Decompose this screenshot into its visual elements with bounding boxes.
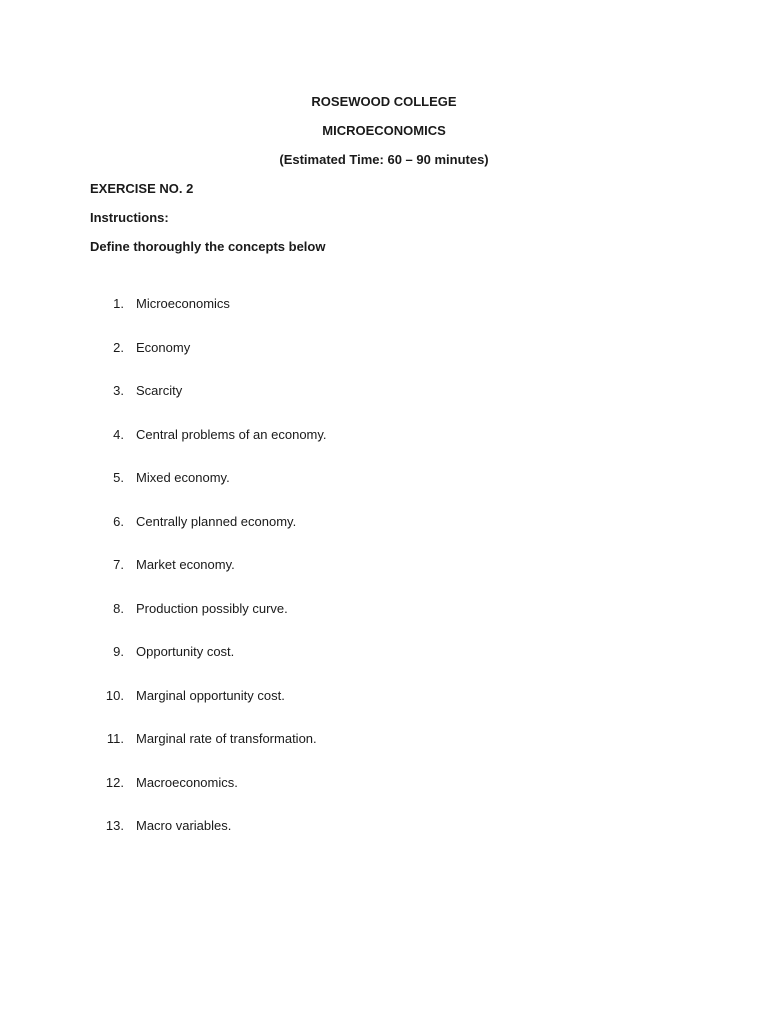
list-item-number: 12. [105, 774, 124, 790]
list-item-text: Central problems of an economy. [136, 426, 327, 442]
list-item-text: Economy [136, 339, 191, 355]
list-item-text: Mixed economy. [136, 470, 230, 485]
list-item-number: 4. [113, 426, 124, 442]
list-item-text: Centrally planned economy. [136, 513, 297, 529]
list-item-number: 7. [113, 557, 124, 572]
list-item-number: 13. [105, 818, 124, 833]
list-item-number: 10. [105, 687, 124, 703]
list-item-text: Marginal opportunity cost. [136, 687, 285, 703]
list-item-text: Market economy. [136, 557, 235, 572]
list-item-text: Macro variables. [136, 818, 232, 833]
list-item-number: 2. [113, 339, 124, 355]
list-item-number: 9. [113, 644, 124, 659]
list-item-number: 8. [113, 600, 124, 616]
list-item-text: Marginal rate of transformation. [136, 731, 317, 746]
exercise-title: EXERCISE NO. 2 [90, 181, 194, 196]
college-name: ROSEWOOD COLLEGE [311, 94, 457, 109]
list-item-number: 11. [106, 731, 124, 746]
instructions-label: Instructions: [90, 210, 169, 225]
list-item-number: 1. [113, 296, 124, 311]
instruction-text: Define thoroughly the concepts below [90, 239, 326, 254]
list-item-text: Scarcity [136, 383, 183, 398]
list-item-text: Production possibly curve. [136, 600, 288, 616]
subject-title: MICROECONOMICS [322, 123, 446, 138]
list-item-text: Macroeconomics. [136, 774, 238, 790]
list-item-number: 6. [113, 513, 124, 529]
list-item-number: 3. [113, 383, 124, 398]
list-item-text: Microeconomics [136, 296, 230, 311]
list-item-text: Opportunity cost. [136, 644, 235, 659]
list-item-number: 5. [113, 470, 124, 485]
estimated-time: (Estimated Time: 60 – 90 minutes) [279, 152, 489, 167]
